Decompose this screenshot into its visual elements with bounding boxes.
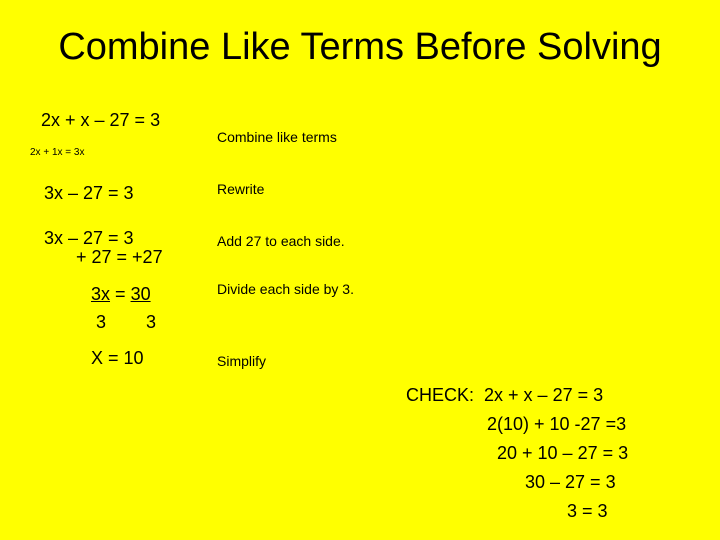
divide-equals: = bbox=[115, 284, 126, 304]
check-line-4: 30 – 27 = 3 bbox=[525, 472, 616, 492]
divide-numerator-left: 3x bbox=[91, 284, 111, 304]
check-prefix: CHECK: bbox=[406, 385, 475, 405]
check-equation-1: 2x + x – 27 = 3 bbox=[484, 385, 604, 405]
slide-title: Combine Like Terms Before Solving bbox=[58, 26, 662, 68]
divide-fraction-top bbox=[91, 285, 151, 303]
equation-result: X = 10 bbox=[91, 348, 144, 368]
label-rewrite: Rewrite bbox=[217, 181, 265, 197]
label-simplify: Simplify bbox=[217, 353, 267, 369]
divide-denominator-left: 3 bbox=[96, 312, 107, 332]
check-line-3: 20 + 10 – 27 = 3 bbox=[497, 443, 629, 463]
combine-note: 2x + 1x = 3x bbox=[30, 147, 85, 158]
equation-add-line-1: 3x – 27 = 3 bbox=[44, 228, 134, 248]
divide-denominator-right: 3 bbox=[146, 312, 157, 332]
label-divide: Divide each side by 3. bbox=[217, 281, 354, 297]
label-add: Add 27 to each side. bbox=[217, 233, 345, 249]
equation-add-line-2: + 27 = +27 bbox=[76, 247, 163, 267]
equation-original: 2x + x – 27 = 3 bbox=[41, 110, 161, 130]
divide-numerator-right: 30 bbox=[130, 284, 151, 304]
check-line-1 bbox=[406, 386, 603, 404]
equation-rewritten: 3x – 27 = 3 bbox=[44, 183, 134, 203]
label-combine: Combine like terms bbox=[217, 129, 337, 145]
check-line-5: 3 = 3 bbox=[567, 501, 608, 521]
check-line-2: 2(10) + 10 -27 =3 bbox=[487, 414, 627, 434]
